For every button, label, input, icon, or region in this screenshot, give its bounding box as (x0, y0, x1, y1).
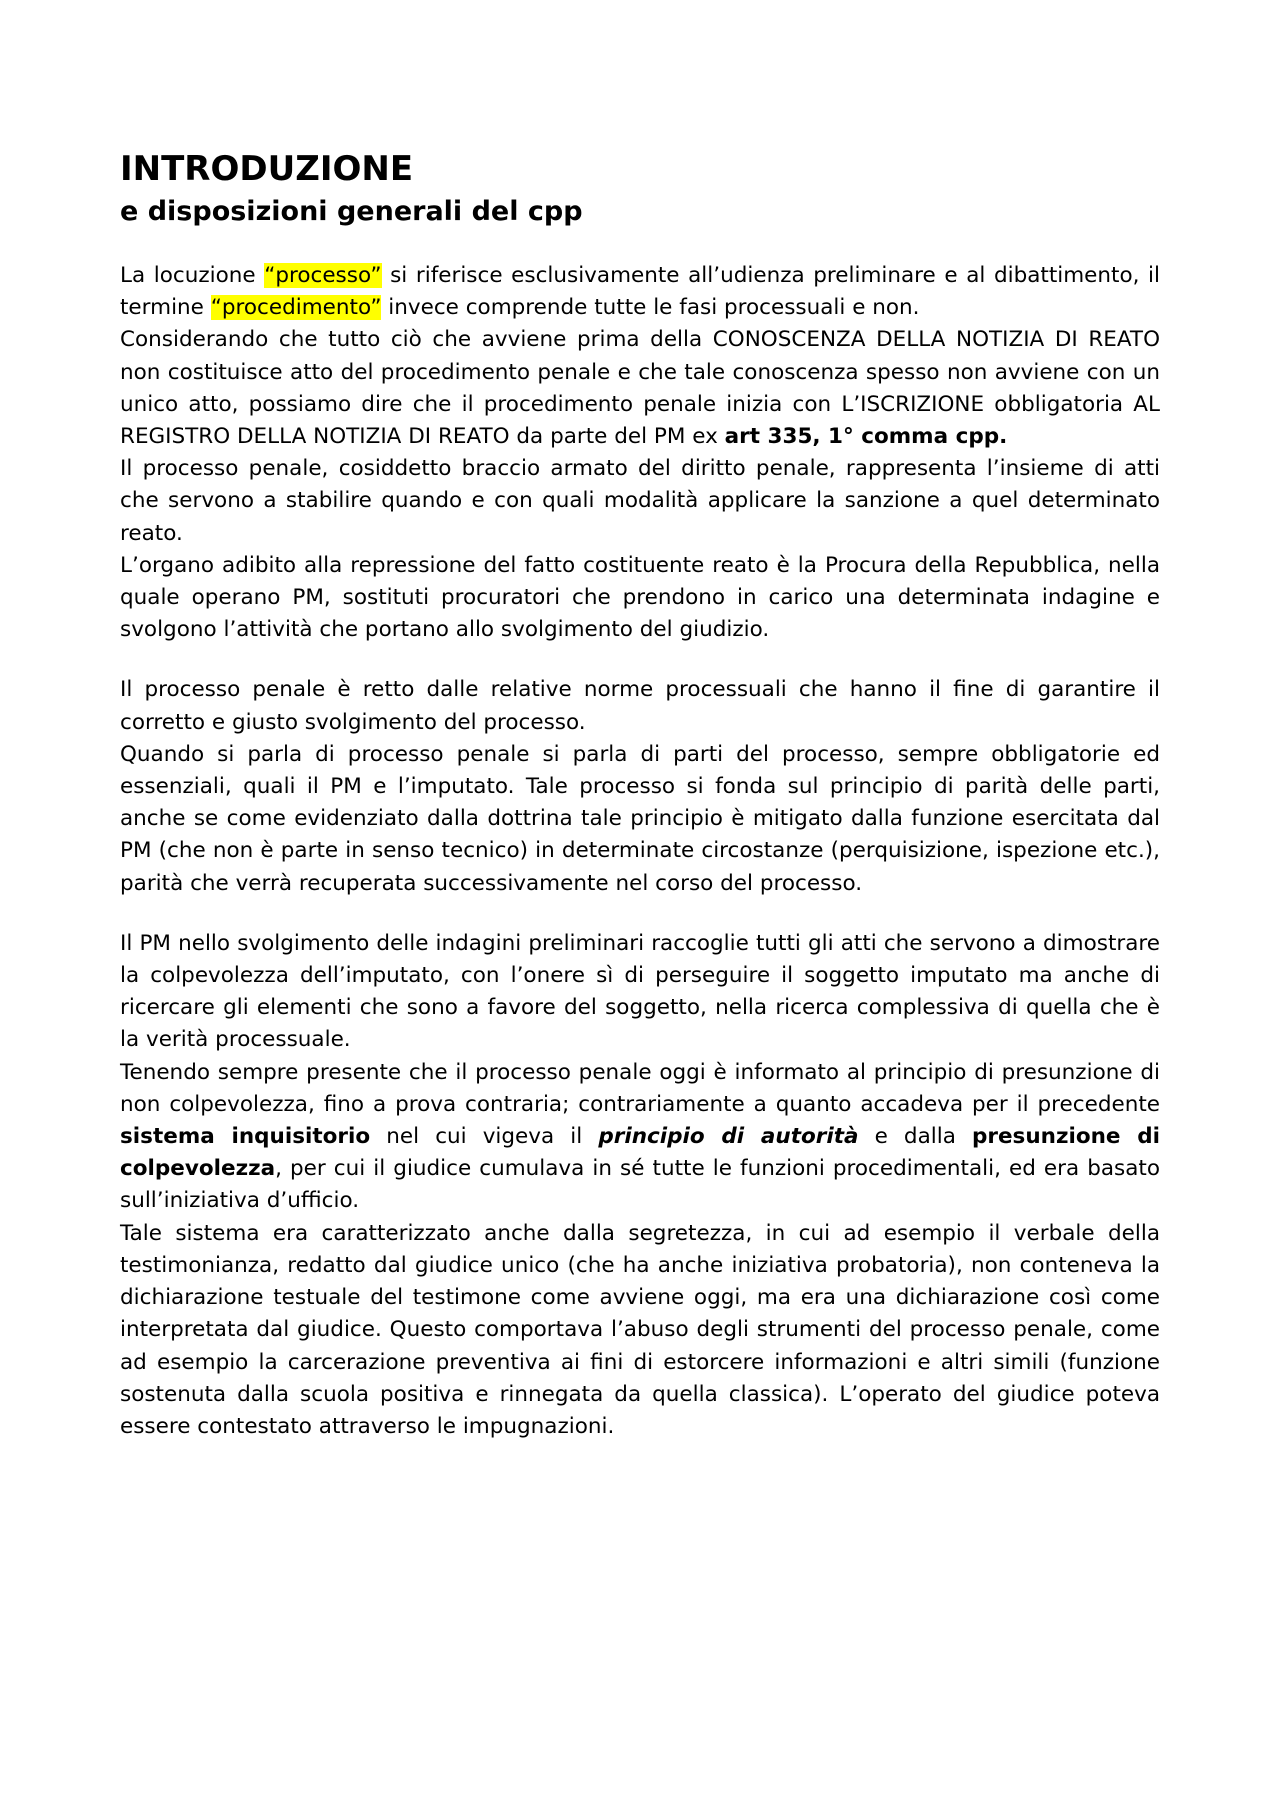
bold-italic-principio-autorita: principio di autorità (598, 1124, 859, 1150)
paragraph-8 (120, 1057, 1160, 1218)
paragraph-9: Tale sistema era caratterizzato anche dalla segretezza, in cui ad esempio il verbale della testimonianza, redatto dal giudice unico (che ha anche iniziativa probatoria), non conteneva la dichiarazione testuale del testimone come avviene oggi, ma era una dichiarazione così come interpretata dal giudice. Questo comportava l’abuso degli strumenti del processo penale, come ad esempio la carcerazione preventiva ai fini di estorcere informazioni e altri simili (funzione sostenuta dalla scuola positiva e rinnegata da quella classica). L’operato del giudice poteva essere contestato attraverso le impugnazioni. (120, 1220, 1160, 1439)
paragraph-1-text-2: si riferisce esclusivamente all’udienza preliminare e al dibattimento, il termine (120, 263, 1160, 321)
paragraph-3: Il processo penale, cosiddetto braccio armato del diritto penale, rappresenta l’insieme di atti che servono a stabilire quando e con quali modalità applicare la sanzione a quel determinato reato. (120, 456, 1160, 546)
paragraph-2-text: Considerando che tutto ciò che avviene prima della CONOSCENZA DELLA NOTIZIA DI REATO non costituisce atto del procedimento penale e che tale conoscenza spesso non avviene con un unico atto, possiamo dire che il procedimento penale inizia con L’ISCRIZIONE obbligatoria AL REGISTRO DELLA NOTIZIA DI REATO da parte del PM ex (120, 327, 1160, 450)
paragraph-6: Quando si parla di processo penale si parla di parti del processo, sempre obbligatorie ed essenziali, quali il PM e l’imputato. Tale processo si fonda sul principio di parità delle parti, anche se come evidenziato dalla dottrina tale principio è mitigato dalla funzione esercitata dal PM (che non è parte in senso tecnico) in determinate circostanze (perquisizione, ispezione etc.), parità che verrà recuperata successivamente nel corso del processo. (120, 741, 1160, 896)
paragraph-8-text-2: nel cui vigeva il (370, 1124, 599, 1150)
document-subtitle: e disposizioni generali del cpp (120, 196, 583, 227)
highlight-processo: “processo” (264, 263, 382, 288)
paragraph-1-text-1: La locuzione (120, 263, 265, 288)
paragraph-4: L’organo adibito alla repressione del fatto costituente reato è la Procura della Repubblica, nella quale operano PM, sostituti procuratori che prendono in carico una determinata indagine e svolgono l’attività che portano allo svolgimento del giudizio. (120, 552, 1160, 643)
bold-article-reference: art 335, 1° comma cpp. (724, 424, 1008, 450)
paragraph-5: Il processo penale è retto dalle relative norme processuali che hanno il fine di garantire il corretto e giusto svolgimento del processo. (120, 677, 1160, 735)
paragraph-1-text-3: invece comprende tutte le fasi processuali e non. (381, 295, 920, 321)
paragraph-2 (120, 324, 1160, 453)
document-body (120, 260, 1160, 1443)
paragraph-8-text-3: e dalla (858, 1124, 972, 1150)
bold-sistema-inquisitorio: sistema inquisitorio (120, 1124, 371, 1150)
document-title: INTRODUZIONE (120, 149, 414, 189)
paragraph-8-text-4: , per cui il giudice cumulava in sé tutte le funzioni procedimentali, ed era basato sull’iniziativa d’ufficio. (120, 1156, 1160, 1214)
paragraph-1 (120, 260, 1160, 324)
paragraph-7: Il PM nello svolgimento delle indagini preliminari raccoglie tutti gli atti che servono a dimostrare la colpevolezza dell’imputato, con l’onere sì di perseguire il soggetto imputato ma anche di ricercare gli elementi che sono a favore del soggetto, nella ricerca complessiva di quella che è la verità processuale. (120, 930, 1160, 1053)
paragraph-8-text-1: Tenendo sempre presente che il processo penale oggi è informato al principio di presunzione di non colpevolezza, fino a prova contraria; contrariamente a quanto accadeva per il precedente (120, 1059, 1160, 1117)
document-page (120, 148, 1160, 1443)
bold-presunzione-colpevolezza: presunzione di colpevolezza (120, 1124, 1160, 1182)
highlight-procedimento: “procedimento” (210, 295, 382, 321)
